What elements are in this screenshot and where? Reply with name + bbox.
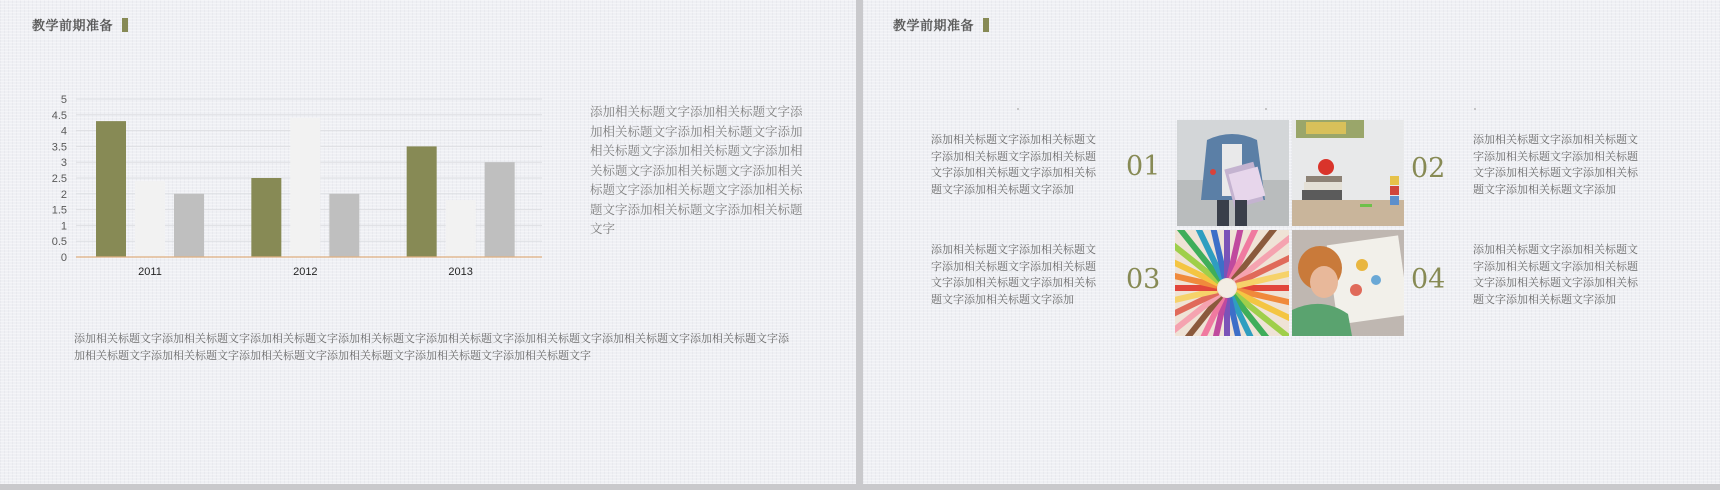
decor-dot — [1265, 108, 1267, 110]
bar — [96, 121, 126, 257]
student-with-books-photo — [1177, 120, 1289, 226]
y-tick-label: 3.5 — [51, 141, 67, 154]
y-tick-label: 2 — [60, 188, 67, 201]
x-tick-label: 2012 — [293, 266, 318, 278]
bar-chart — [40, 90, 550, 280]
y-tick-label: 0 — [60, 252, 67, 264]
y-tick-label: 4.5 — [51, 109, 67, 122]
y-tick-label: 4 — [60, 125, 67, 138]
bar — [446, 200, 476, 257]
decor-dot — [1017, 108, 1019, 110]
colored-pencils-photo — [1175, 230, 1289, 336]
y-tick-label: 0.5 — [51, 236, 67, 249]
item-02-text: 添加相关标题文字添加相关标题文字添加相关标题文字添加相关标题文字添加相关标题文字添加相关标题文字添加相关标题文字添加 — [1473, 133, 1638, 196]
y-tick-label: 3 — [60, 157, 67, 170]
y-tick-label: 1.5 — [51, 204, 67, 217]
side-paragraph: 添加相关标题文字添加相关标题文字添加相关标题文字添加相关标题文字添加相关标题文字添加相关标题文字添加相关标题文字添加相关标题文字添加相关标题文字添加相关标题文字添加相关标题文字添加相关标题文字添加相关标题文字 — [590, 104, 803, 236]
x-tick-label: 2013 — [448, 266, 473, 278]
decor-dot — [1474, 108, 1476, 110]
slide-title-text: 教学前期准备 — [32, 19, 114, 34]
bar-chart-svg — [40, 90, 550, 280]
left-slide — [0, 0, 856, 484]
bar — [329, 194, 359, 257]
books-and-apple-photo — [1292, 120, 1404, 226]
item-04-text: 添加相关标题文字添加相关标题文字添加相关标题文字添加相关标题文字添加相关标题文字添加相关标题文字添加相关标题文字添加 — [1473, 243, 1638, 306]
x-tick-label: 2011 — [138, 266, 162, 278]
item-03-number: 03 — [1126, 264, 1161, 295]
y-tick-label: 5 — [60, 94, 67, 106]
item-01-text: 添加相关标题文字添加相关标题文字添加相关标题文字添加相关标题文字添加相关标题文字添加相关标题文字添加相关标题文字添加 — [931, 133, 1096, 196]
slide-title — [32, 15, 128, 34]
child-reading-photo — [1292, 230, 1404, 336]
slide-title — [893, 15, 989, 34]
right-slide — [863, 0, 1720, 484]
bar — [251, 178, 281, 257]
bottom-paragraph: 添加相关标题文字添加相关标题文字添加相关标题文字添加相关标题文字添加相关标题文字添加相关标题文字添加相关标题文字添加相关标题文字添加相关标题文字添加相关标题文字添加相关标题文字添加相关标题文字添加相关标题文字添加相关标题文字 — [74, 332, 789, 362]
bar — [135, 181, 165, 257]
title-accent-bar — [122, 18, 128, 32]
bar — [407, 146, 437, 257]
item-01-number: 01 — [1126, 151, 1161, 182]
item-04-number: 04 — [1411, 264, 1446, 295]
item-03-text: 添加相关标题文字添加相关标题文字添加相关标题文字添加相关标题文字添加相关标题文字添加相关标题文字添加相关标题文字添加 — [931, 243, 1096, 306]
title-accent-bar — [983, 18, 989, 32]
slide-title-text: 教学前期准备 — [893, 19, 975, 34]
y-tick-label: 2.5 — [51, 173, 67, 185]
bar — [174, 194, 204, 257]
item-02-number: 02 — [1411, 153, 1446, 184]
bar — [485, 162, 515, 257]
bar — [290, 118, 320, 257]
y-tick-label: 1 — [60, 220, 67, 233]
